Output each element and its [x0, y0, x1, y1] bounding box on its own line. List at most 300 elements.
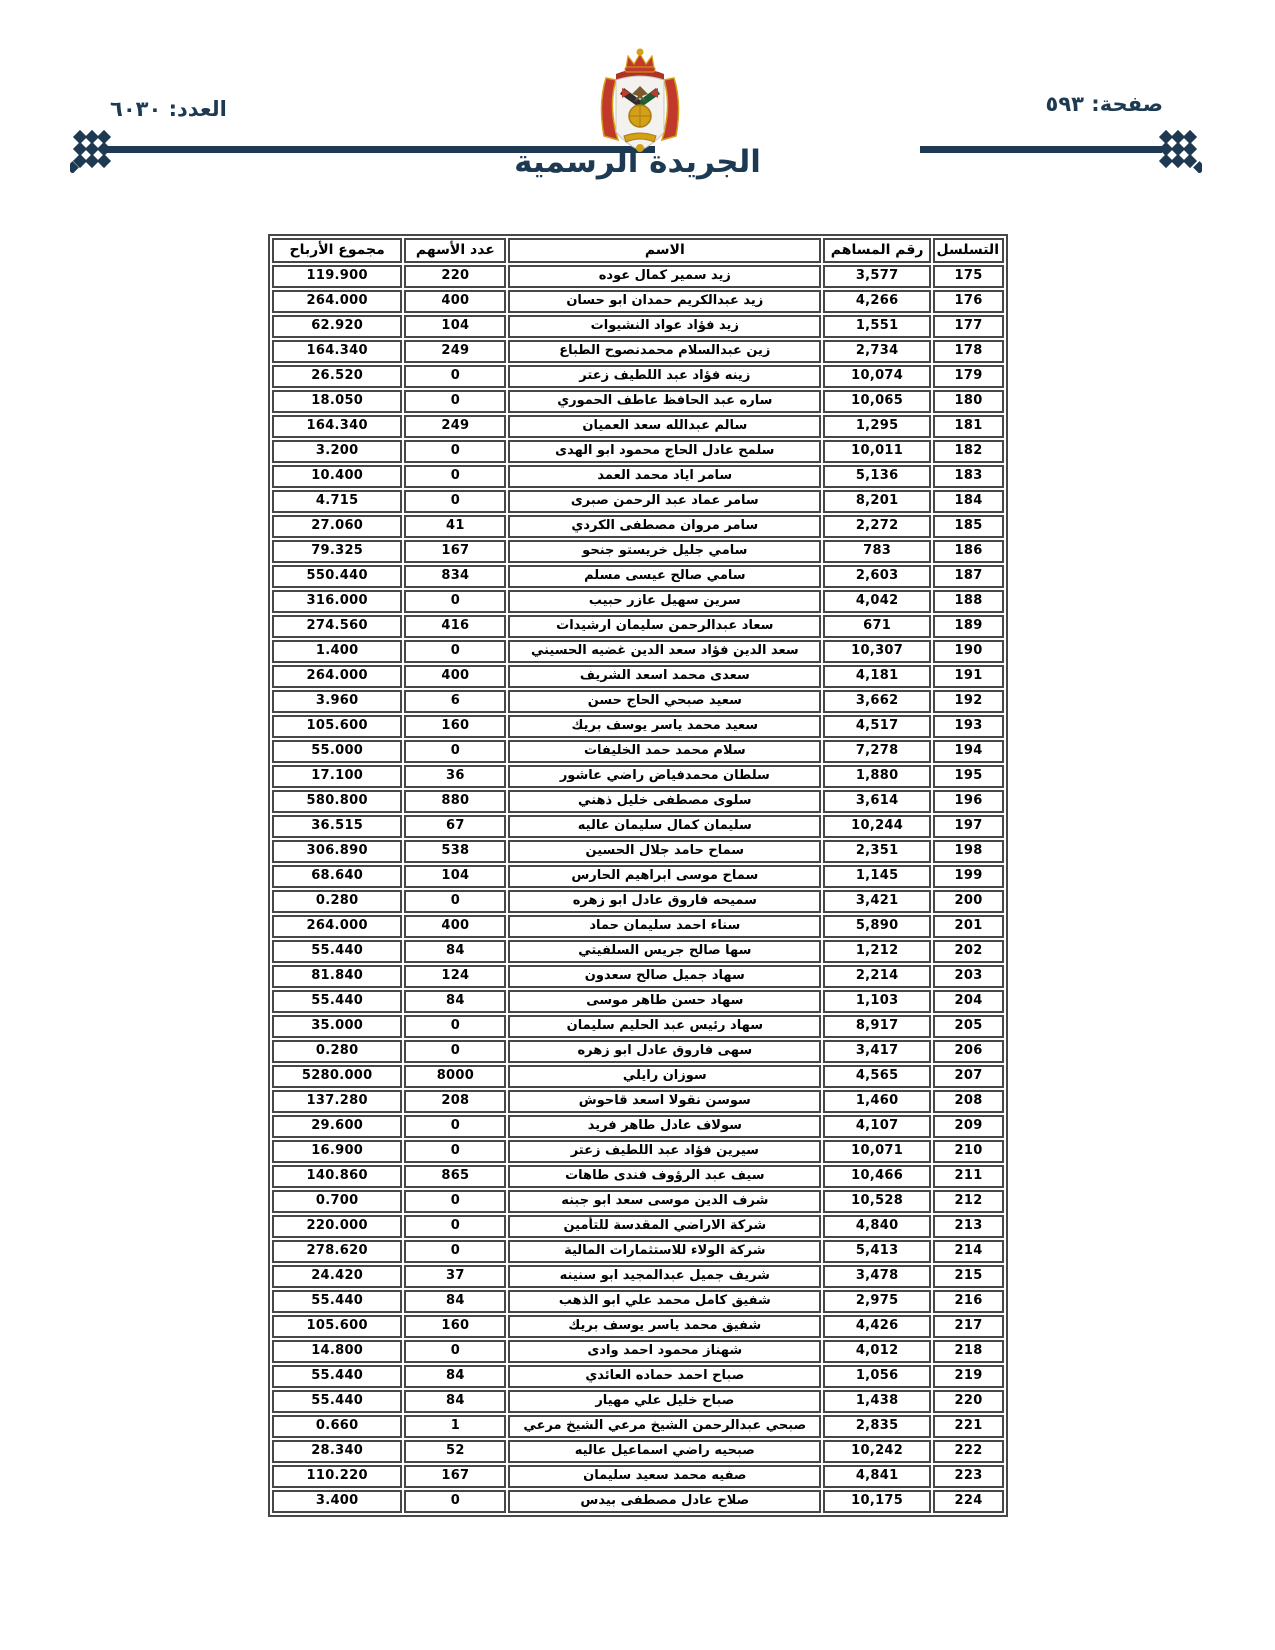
shareholder-no-cell: 4,517	[823, 715, 931, 738]
name-cell: سماح موسى ابراهيم الحارس	[508, 865, 821, 888]
shareholder-no-cell: 4,107	[823, 1115, 931, 1138]
name-cell: سولاف عادل طاهر فريد	[508, 1115, 821, 1138]
name-cell: سلمح عادل الحاج محمود ابو الهدى	[508, 440, 821, 463]
shares-cell: 0	[404, 1015, 506, 1038]
table-row	[272, 740, 1004, 763]
table-row	[272, 390, 1004, 413]
shares-cell: 160	[404, 715, 506, 738]
serial-cell: 181	[933, 415, 1004, 438]
name-cell: سناء احمد سليمان حماد	[508, 915, 821, 938]
table-row	[272, 1340, 1004, 1363]
shares-cell: 0	[404, 590, 506, 613]
table-row	[272, 1365, 1004, 1388]
shares-cell: 0	[404, 640, 506, 663]
name-cell: سلطان محمدفياض راضي عاشور	[508, 765, 821, 788]
table-row	[272, 1015, 1004, 1038]
shareholder-no-cell: 1,056	[823, 1365, 931, 1388]
profits-cell: 14.800	[272, 1340, 402, 1363]
shareholder-no-cell: 8,917	[823, 1015, 931, 1038]
issue-number-label: العدد: ٦٠٣٠	[110, 97, 227, 121]
serial-cell: 204	[933, 990, 1004, 1013]
serial-cell: 190	[933, 640, 1004, 663]
name-cell: سها صالح جريس السلفيتي	[508, 940, 821, 963]
shareholder-no-cell: 7,278	[823, 740, 931, 763]
name-cell: سامر عماد عبد الرحمن صبرى	[508, 490, 821, 513]
profits-cell: 316.000	[272, 590, 402, 613]
serial-cell: 214	[933, 1240, 1004, 1263]
shareholder-no-cell: 10,307	[823, 640, 931, 663]
shares-cell: 0	[404, 1215, 506, 1238]
shares-cell: 880	[404, 790, 506, 813]
shareholder-no-cell: 3,421	[823, 890, 931, 913]
shareholder-no-cell: 1,551	[823, 315, 931, 338]
shares-cell: 0	[404, 1190, 506, 1213]
name-cell: زيد عبدالكريم حمدان ابو حسان	[508, 290, 821, 313]
table-row	[272, 540, 1004, 563]
shares-cell: 865	[404, 1165, 506, 1188]
profits-cell: 55.440	[272, 940, 402, 963]
shares-cell: 41	[404, 515, 506, 538]
name-cell: سلوى مصطفى خليل ذهني	[508, 790, 821, 813]
name-cell: سعد الدين فؤاد سعد الدين غضيه الحسيني	[508, 640, 821, 663]
name-cell: سهاد جميل صالح سعدون	[508, 965, 821, 988]
column-header-shareholder-no: رقم المساهم	[823, 238, 931, 263]
name-cell: شفيق محمد ياسر يوسف بريك	[508, 1315, 821, 1338]
name-cell: سالم عبدالله سعد العميان	[508, 415, 821, 438]
table-row	[272, 1290, 1004, 1313]
serial-cell: 177	[933, 315, 1004, 338]
profits-cell: 0.280	[272, 1040, 402, 1063]
profits-cell: 3.960	[272, 690, 402, 713]
shares-cell: 0	[404, 1490, 506, 1513]
serial-cell: 194	[933, 740, 1004, 763]
serial-cell: 206	[933, 1040, 1004, 1063]
table-row	[272, 565, 1004, 588]
serial-cell: 219	[933, 1365, 1004, 1388]
profits-cell: 28.340	[272, 1440, 402, 1463]
shares-cell: 84	[404, 1365, 506, 1388]
name-cell: سامر اياد محمد العمد	[508, 465, 821, 488]
table-row	[272, 1415, 1004, 1438]
serial-cell: 210	[933, 1140, 1004, 1163]
shares-cell: 167	[404, 540, 506, 563]
name-cell: شهناز محمود احمد وادى	[508, 1340, 821, 1363]
profits-cell: 110.220	[272, 1465, 402, 1488]
name-cell: زينه فؤاد عبد اللطيف زعتر	[508, 365, 821, 388]
profits-cell: 79.325	[272, 540, 402, 563]
shares-cell: 400	[404, 665, 506, 688]
table-row	[272, 490, 1004, 513]
shares-cell: 0	[404, 1140, 506, 1163]
shareholder-no-cell: 4,426	[823, 1315, 931, 1338]
shareholder-no-cell: 1,438	[823, 1390, 931, 1413]
column-header-shares: عدد الأسهم	[404, 238, 506, 263]
profits-cell: 278.620	[272, 1240, 402, 1263]
serial-cell: 208	[933, 1090, 1004, 1113]
shareholder-no-cell: 1,103	[823, 990, 931, 1013]
serial-cell: 218	[933, 1340, 1004, 1363]
name-cell: سامي صالح عيسى مسلم	[508, 565, 821, 588]
column-header-serial: التسلسل	[933, 238, 1004, 263]
serial-cell: 192	[933, 690, 1004, 713]
serial-cell: 223	[933, 1465, 1004, 1488]
profits-cell: 55.440	[272, 1390, 402, 1413]
shares-cell: 104	[404, 865, 506, 888]
shareholder-no-cell: 10,011	[823, 440, 931, 463]
shares-cell: 0	[404, 1040, 506, 1063]
serial-cell: 203	[933, 965, 1004, 988]
serial-cell: 217	[933, 1315, 1004, 1338]
name-cell: زين عبدالسلام محمدنصوح الطباع	[508, 340, 821, 363]
shareholder-no-cell: 4,841	[823, 1465, 931, 1488]
serial-cell: 187	[933, 565, 1004, 588]
shares-cell: 84	[404, 1390, 506, 1413]
name-cell: ساره عبد الحافظ عاطف الحموري	[508, 390, 821, 413]
table-row	[272, 1115, 1004, 1138]
shareholder-no-cell: 2,975	[823, 1290, 931, 1313]
shares-cell: 84	[404, 940, 506, 963]
serial-cell: 185	[933, 515, 1004, 538]
table-row	[272, 890, 1004, 913]
shareholder-no-cell: 4,840	[823, 1215, 931, 1238]
profits-cell: 68.640	[272, 865, 402, 888]
profits-cell: 105.600	[272, 1315, 402, 1338]
table-row	[272, 1490, 1004, 1513]
name-cell: سميحه فاروق عادل ابو زهره	[508, 890, 821, 913]
name-cell: صفيه محمد سعيد سليمان	[508, 1465, 821, 1488]
serial-cell: 191	[933, 665, 1004, 688]
serial-cell: 180	[933, 390, 1004, 413]
shareholder-no-cell: 783	[823, 540, 931, 563]
table-row	[272, 990, 1004, 1013]
table-row	[272, 915, 1004, 938]
profits-cell: 5280.000	[272, 1065, 402, 1088]
table-row	[272, 1465, 1004, 1488]
page-number-label: صفحة: ٥٩٣	[1045, 92, 1163, 116]
profits-cell: 306.890	[272, 840, 402, 863]
name-cell: سعيد محمد ياسر يوسف بريك	[508, 715, 821, 738]
table-row	[272, 1240, 1004, 1263]
profits-cell: 3.200	[272, 440, 402, 463]
shareholder-no-cell: 5,890	[823, 915, 931, 938]
profits-cell: 81.840	[272, 965, 402, 988]
shareholder-no-cell: 3,662	[823, 690, 931, 713]
name-cell: سعدى محمد اسعد الشريف	[508, 665, 821, 688]
shares-cell: 0	[404, 440, 506, 463]
name-cell: شركة الولاء للاستثمارات المالية	[508, 1240, 821, 1263]
serial-cell: 211	[933, 1165, 1004, 1188]
name-cell: سعاد عبدالرحمن سليمان ارشيدات	[508, 615, 821, 638]
name-cell: صباح احمد حماده العائدي	[508, 1365, 821, 1388]
shares-cell: 52	[404, 1440, 506, 1463]
profits-cell: 137.280	[272, 1090, 402, 1113]
table-row	[272, 340, 1004, 363]
table-row	[272, 1190, 1004, 1213]
shareholder-no-cell: 10,175	[823, 1490, 931, 1513]
table-row	[272, 290, 1004, 313]
profits-cell: 264.000	[272, 290, 402, 313]
profits-cell: 55.440	[272, 990, 402, 1013]
name-cell: سهاد رئيس عبد الحليم سليمان	[508, 1015, 821, 1038]
table-row	[272, 615, 1004, 638]
table-row	[272, 1440, 1004, 1463]
table-row	[272, 840, 1004, 863]
serial-cell: 178	[933, 340, 1004, 363]
profits-cell: 0.660	[272, 1415, 402, 1438]
profits-cell: 105.600	[272, 715, 402, 738]
serial-cell: 202	[933, 940, 1004, 963]
shares-cell: 167	[404, 1465, 506, 1488]
profits-cell: 580.800	[272, 790, 402, 813]
shareholder-no-cell: 4,565	[823, 1065, 931, 1088]
table-row	[272, 640, 1004, 663]
shares-cell: 0	[404, 1240, 506, 1263]
column-header-name: الاسم	[508, 238, 821, 263]
name-cell: صبحيه راضي اسماعيل عاليه	[508, 1440, 821, 1463]
column-header-profits: مجموع الأرباح	[272, 238, 402, 263]
profits-cell: 26.520	[272, 365, 402, 388]
shareholder-no-cell: 3,417	[823, 1040, 931, 1063]
shares-cell: 400	[404, 915, 506, 938]
shares-cell: 84	[404, 1290, 506, 1313]
shares-cell: 0	[404, 490, 506, 513]
serial-cell: 196	[933, 790, 1004, 813]
jordan-coat-of-arms-icon	[592, 44, 688, 156]
shares-cell: 0	[404, 1115, 506, 1138]
serial-cell: 205	[933, 1015, 1004, 1038]
serial-cell: 179	[933, 365, 1004, 388]
profits-cell: 29.600	[272, 1115, 402, 1138]
table-header-row	[272, 238, 1004, 263]
shareholder-no-cell: 4,042	[823, 590, 931, 613]
name-cell: سيف عبد الرؤوف فندى طاهات	[508, 1165, 821, 1188]
shares-cell: 37	[404, 1265, 506, 1288]
shares-cell: 0	[404, 740, 506, 763]
name-cell: سامي جليل خريستو جنحو	[508, 540, 821, 563]
shares-cell: 124	[404, 965, 506, 988]
profits-cell: 264.000	[272, 665, 402, 688]
table-row	[272, 815, 1004, 838]
shares-cell: 208	[404, 1090, 506, 1113]
profits-cell: 264.000	[272, 915, 402, 938]
shares-cell: 0	[404, 390, 506, 413]
serial-cell: 188	[933, 590, 1004, 613]
table-row	[272, 790, 1004, 813]
serial-cell: 200	[933, 890, 1004, 913]
shareholder-no-cell: 10,074	[823, 365, 931, 388]
table-row	[272, 1215, 1004, 1238]
shareholder-no-cell: 2,734	[823, 340, 931, 363]
shares-cell: 0	[404, 465, 506, 488]
shareholder-no-cell: 10,244	[823, 815, 931, 838]
serial-cell: 176	[933, 290, 1004, 313]
serial-cell: 222	[933, 1440, 1004, 1463]
serial-cell: 221	[933, 1415, 1004, 1438]
profits-cell: 18.050	[272, 390, 402, 413]
table-row	[272, 765, 1004, 788]
table-row	[272, 1065, 1004, 1088]
profits-cell: 62.920	[272, 315, 402, 338]
table-row	[272, 1390, 1004, 1413]
shares-cell: 249	[404, 415, 506, 438]
table-row	[272, 590, 1004, 613]
profits-cell: 0.280	[272, 890, 402, 913]
table-row	[272, 1090, 1004, 1113]
table-row	[272, 465, 1004, 488]
table-row	[272, 690, 1004, 713]
shares-cell: 1	[404, 1415, 506, 1438]
table-row	[272, 665, 1004, 688]
serial-cell: 186	[933, 540, 1004, 563]
shares-cell: 36	[404, 765, 506, 788]
name-cell: سهاد حسن طاهر موسى	[508, 990, 821, 1013]
shares-cell: 104	[404, 315, 506, 338]
table-row	[272, 940, 1004, 963]
serial-cell: 220	[933, 1390, 1004, 1413]
shares-cell: 6	[404, 690, 506, 713]
profits-cell: 16.900	[272, 1140, 402, 1163]
table-row	[272, 1165, 1004, 1188]
shareholder-no-cell: 4,266	[823, 290, 931, 313]
name-cell: شركة الاراضي المقدسة للتأمين	[508, 1215, 821, 1238]
serial-cell: 212	[933, 1190, 1004, 1213]
serial-cell: 197	[933, 815, 1004, 838]
profits-cell: 55.000	[272, 740, 402, 763]
name-cell: صلاح عادل مصطفى بيدس	[508, 1490, 821, 1513]
shareholder-no-cell: 1,880	[823, 765, 931, 788]
shareholder-no-cell: 10,065	[823, 390, 931, 413]
shareholder-no-cell: 1,212	[823, 940, 931, 963]
name-cell: سوزان رايلي	[508, 1065, 821, 1088]
profits-cell: 55.440	[272, 1365, 402, 1388]
name-cell: شفيق كامل محمد علي ابو الذهب	[508, 1290, 821, 1313]
serial-cell: 183	[933, 465, 1004, 488]
table-row	[272, 515, 1004, 538]
table-row	[272, 965, 1004, 988]
profits-cell: 274.560	[272, 615, 402, 638]
shareholder-no-cell: 4,181	[823, 665, 931, 688]
name-cell: زيد سمير كمال عوده	[508, 265, 821, 288]
shares-cell: 67	[404, 815, 506, 838]
shareholder-no-cell: 1,145	[823, 865, 931, 888]
profits-cell: 27.060	[272, 515, 402, 538]
shareholder-no-cell: 1,295	[823, 415, 931, 438]
serial-cell: 213	[933, 1215, 1004, 1238]
profits-cell: 24.420	[272, 1265, 402, 1288]
profits-cell: 10.400	[272, 465, 402, 488]
name-cell: سليمان كمال سليمان عاليه	[508, 815, 821, 838]
shares-cell: 0	[404, 1340, 506, 1363]
name-cell: سعيد صبحي الحاج حسن	[508, 690, 821, 713]
profits-cell: 119.900	[272, 265, 402, 288]
shareholder-no-cell: 10,071	[823, 1140, 931, 1163]
serial-cell: 201	[933, 915, 1004, 938]
shares-cell: 84	[404, 990, 506, 1013]
shareholder-no-cell: 2,272	[823, 515, 931, 538]
shareholder-no-cell: 8,201	[823, 490, 931, 513]
table-row	[272, 865, 1004, 888]
profits-cell: 1.400	[272, 640, 402, 663]
shares-cell: 0	[404, 365, 506, 388]
table-row	[272, 715, 1004, 738]
shares-cell: 834	[404, 565, 506, 588]
shareholder-no-cell: 10,466	[823, 1165, 931, 1188]
page-title: الجريدة الرسمية	[514, 144, 761, 180]
profits-cell: 164.340	[272, 340, 402, 363]
serial-cell: 216	[933, 1290, 1004, 1313]
table-row	[272, 415, 1004, 438]
profits-cell: 3.400	[272, 1490, 402, 1513]
shares-cell: 416	[404, 615, 506, 638]
profits-cell: 35.000	[272, 1015, 402, 1038]
table-row	[272, 265, 1004, 288]
shareholder-no-cell: 4,012	[823, 1340, 931, 1363]
serial-cell: 215	[933, 1265, 1004, 1288]
serial-cell: 199	[933, 865, 1004, 888]
shareholder-no-cell: 2,603	[823, 565, 931, 588]
shareholder-no-cell: 5,136	[823, 465, 931, 488]
shares-cell: 538	[404, 840, 506, 863]
profits-cell: 220.000	[272, 1215, 402, 1238]
shareholder-no-cell: 2,214	[823, 965, 931, 988]
name-cell: سامر مروان مصطفى الكردي	[508, 515, 821, 538]
profits-cell: 17.100	[272, 765, 402, 788]
serial-cell: 224	[933, 1490, 1004, 1513]
profits-cell: 550.440	[272, 565, 402, 588]
name-cell: شرف الدين موسى سعد ابو جبنه	[508, 1190, 821, 1213]
serial-cell: 184	[933, 490, 1004, 513]
shareholder-no-cell: 2,351	[823, 840, 931, 863]
name-cell: صبحي عبدالرحمن الشيخ مرعي الشيخ مرعي	[508, 1415, 821, 1438]
serial-cell: 198	[933, 840, 1004, 863]
serial-cell: 193	[933, 715, 1004, 738]
profits-cell: 164.340	[272, 415, 402, 438]
serial-cell: 182	[933, 440, 1004, 463]
name-cell: سيرين فؤاد عبد اللطيف زعتر	[508, 1140, 821, 1163]
profits-cell: 4.715	[272, 490, 402, 513]
name-cell: شريف جميل عبدالمجيد ابو سنينه	[508, 1265, 821, 1288]
shareholder-no-cell: 5,413	[823, 1240, 931, 1263]
shareholder-no-cell: 3,614	[823, 790, 931, 813]
shareholder-no-cell: 1,460	[823, 1090, 931, 1113]
name-cell: سرين سهيل عازر حبيب	[508, 590, 821, 613]
serial-cell: 207	[933, 1065, 1004, 1088]
serial-cell: 189	[933, 615, 1004, 638]
table-row	[272, 440, 1004, 463]
name-cell: سهى فاروق عادل ابو زهره	[508, 1040, 821, 1063]
table-row	[272, 1140, 1004, 1163]
name-cell: زيد فؤاد عواد النشيوات	[508, 315, 821, 338]
name-cell: سوسن نقولا اسعد قاحوش	[508, 1090, 821, 1113]
serial-cell: 175	[933, 265, 1004, 288]
shareholder-no-cell: 10,528	[823, 1190, 931, 1213]
table-row	[272, 365, 1004, 388]
shares-cell: 249	[404, 340, 506, 363]
shareholder-no-cell: 3,478	[823, 1265, 931, 1288]
shares-cell: 400	[404, 290, 506, 313]
name-cell: سلام محمد حمد الخليفات	[508, 740, 821, 763]
shareholders-table	[268, 234, 1008, 1517]
shareholder-no-cell: 671	[823, 615, 931, 638]
shares-cell: 220	[404, 265, 506, 288]
table-row	[272, 1315, 1004, 1338]
profits-cell: 140.860	[272, 1165, 402, 1188]
shares-cell: 8000	[404, 1065, 506, 1088]
profits-cell: 36.515	[272, 815, 402, 838]
profits-cell: 55.440	[272, 1290, 402, 1313]
shareholder-no-cell: 3,577	[823, 265, 931, 288]
table-row	[272, 1040, 1004, 1063]
